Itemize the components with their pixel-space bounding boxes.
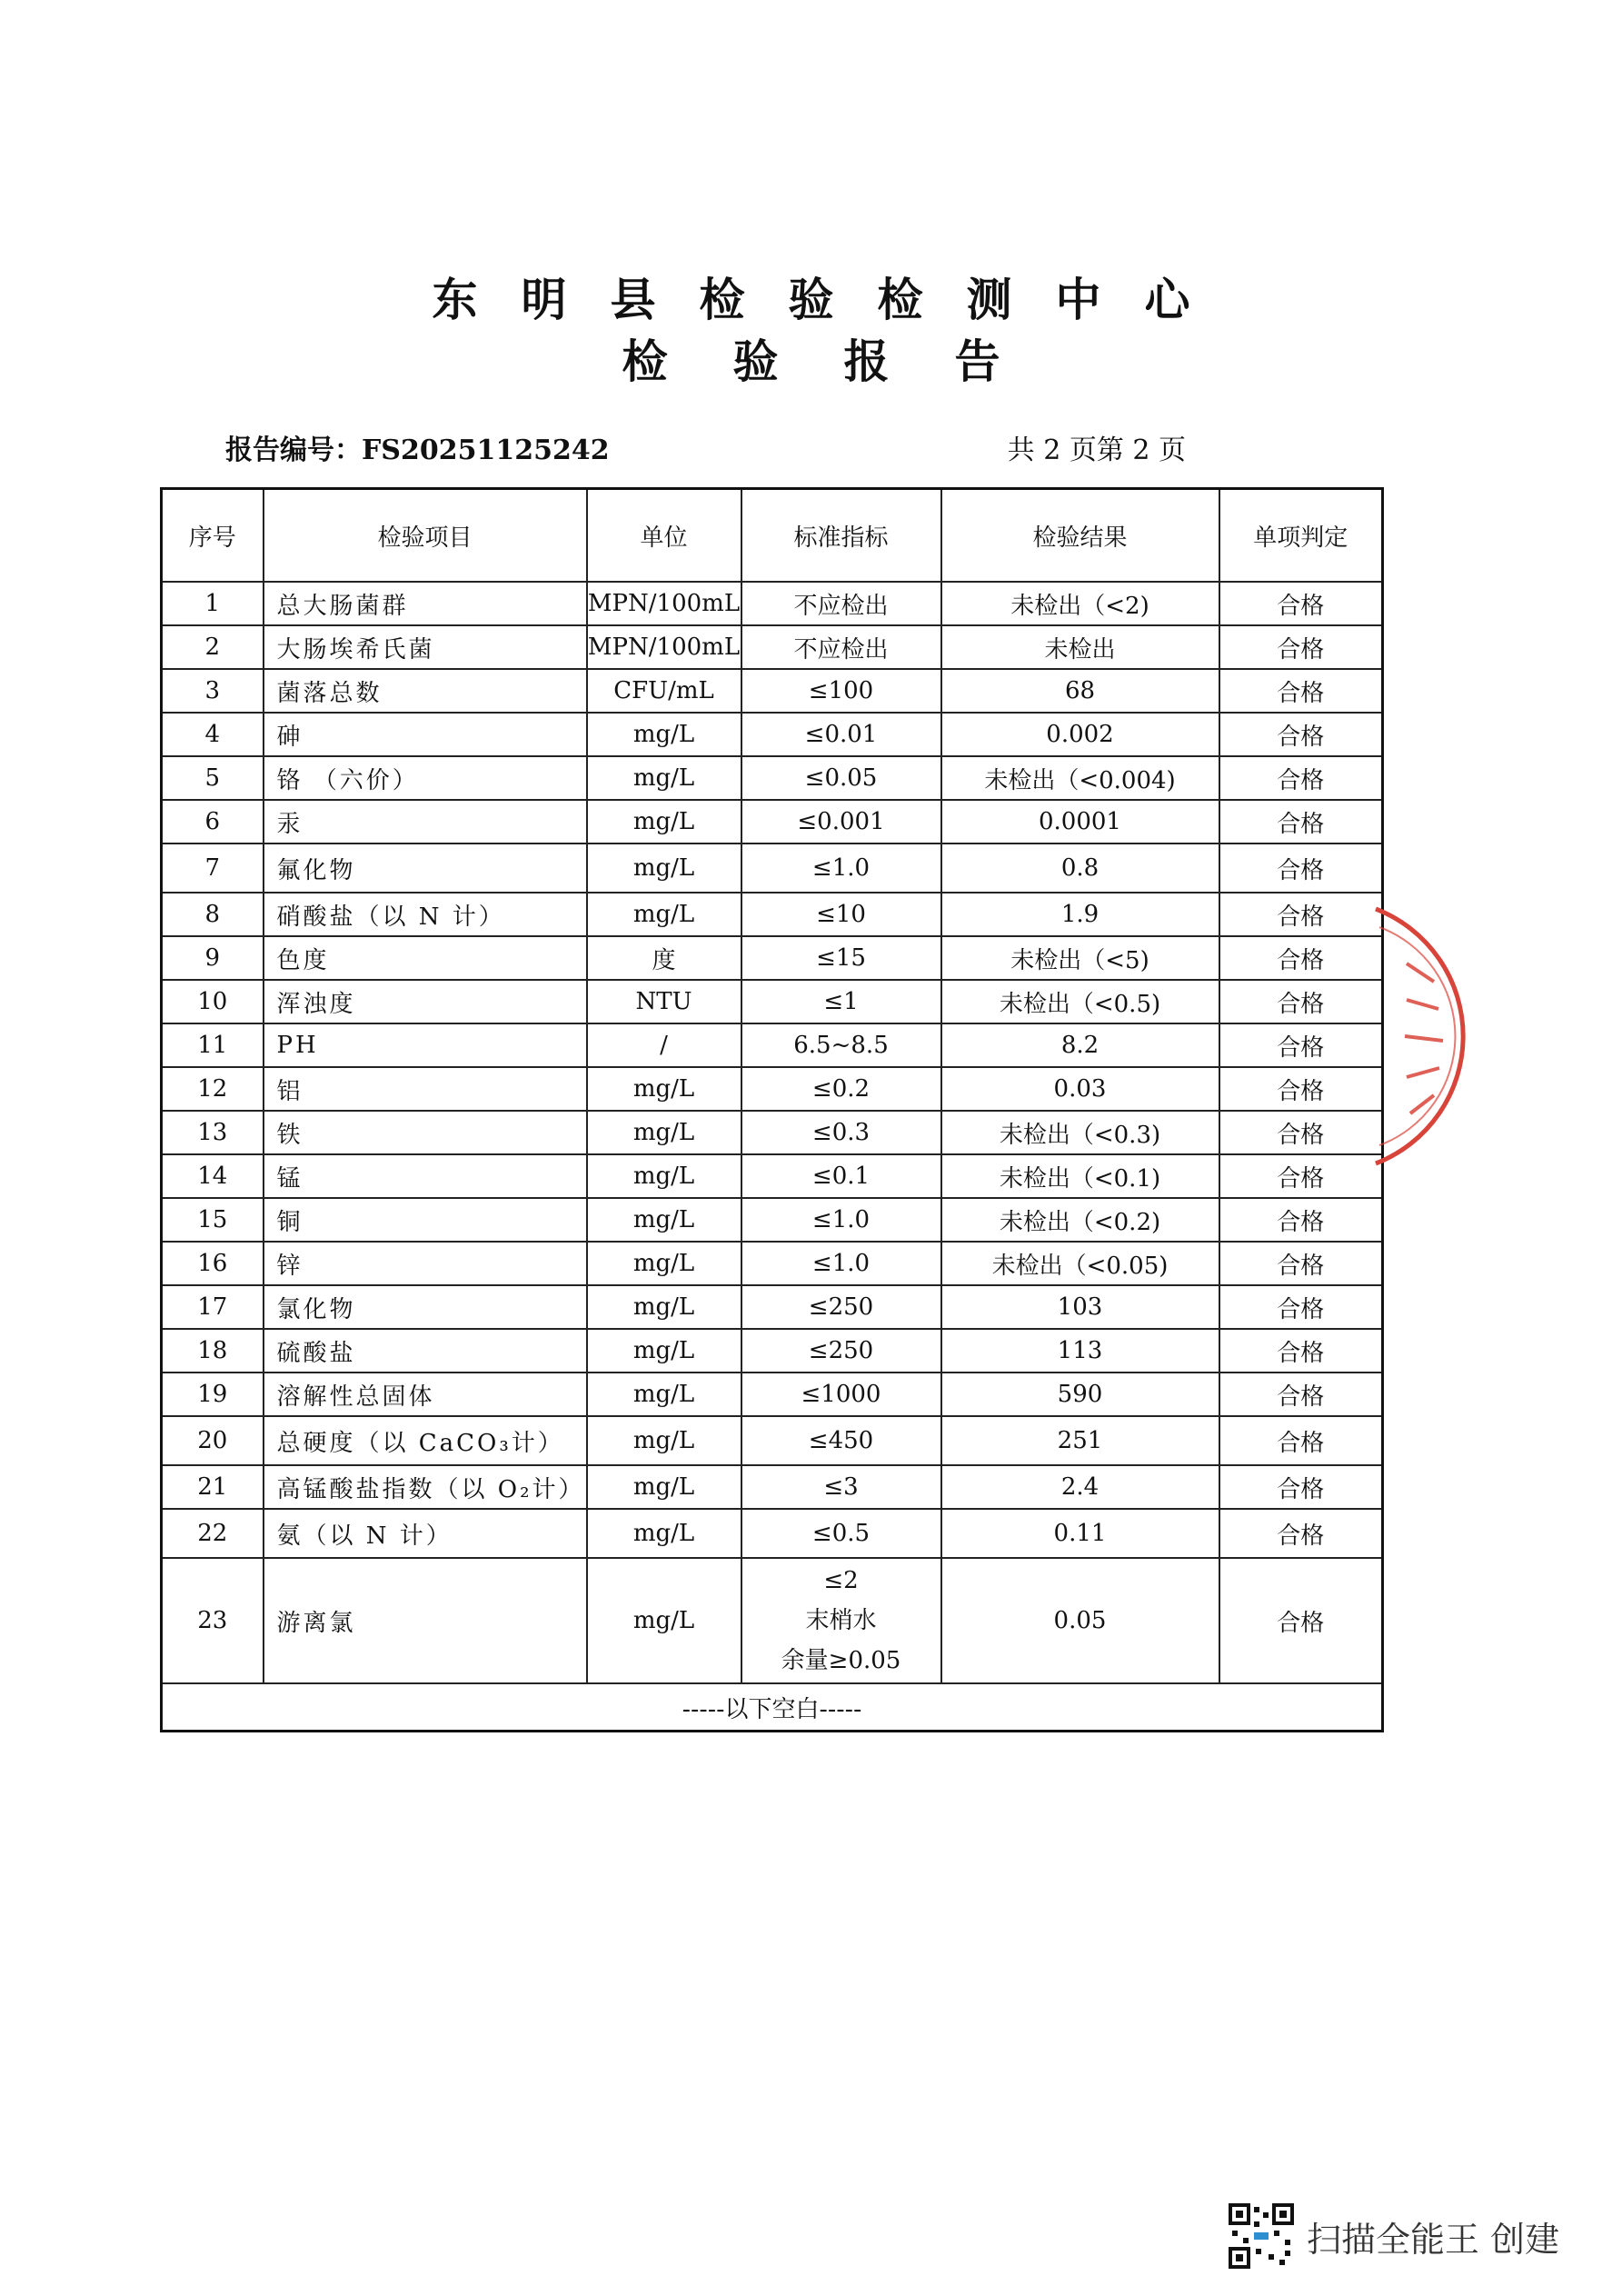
row-unit: CFU/mL — [587, 669, 741, 713]
table-row — [162, 1154, 1383, 1198]
row-unit: mg/L — [587, 800, 741, 844]
row-unit: mg/L — [587, 893, 741, 936]
row-no: 13 — [162, 1111, 264, 1154]
row-standard: 不应检出 — [741, 625, 941, 669]
row-verdict: 合格 — [1219, 1416, 1383, 1465]
table-row — [162, 1558, 1383, 1683]
table-row — [162, 1465, 1383, 1509]
row-result: 2.4 — [941, 1465, 1219, 1509]
row-unit: mg/L — [587, 1154, 741, 1198]
row-verdict: 合格 — [1219, 1067, 1383, 1111]
row-item: 锌 — [264, 1242, 587, 1285]
row-item: 溶解性总固体 — [264, 1373, 587, 1416]
row-item: 色度 — [264, 936, 587, 980]
row-verdict: 合格 — [1219, 669, 1383, 713]
row-item: 锰 — [264, 1154, 587, 1198]
row-unit: mg/L — [587, 1329, 741, 1373]
row-item: 大肠埃希氏菌 — [264, 625, 587, 669]
table-row — [162, 1198, 1383, 1242]
table-row — [162, 582, 1383, 625]
row-standard — [741, 1558, 941, 1683]
row-item: 硝酸盐（以 N 计） — [264, 893, 587, 936]
row-result: 未检出（<0.3) — [941, 1111, 1219, 1154]
results-table — [160, 487, 1384, 1732]
row-no: 4 — [162, 713, 264, 756]
row-item: 铝 — [264, 1067, 587, 1111]
row-standard: ≤0.1 — [741, 1154, 941, 1198]
doc-title: 检验报告 — [622, 335, 1066, 388]
row-unit: mg/L — [587, 1465, 741, 1509]
row-item: 硫酸盐 — [264, 1329, 587, 1373]
row-unit: mg/L — [587, 1558, 741, 1683]
row-item: 高锰酸盐指数（以 O₂计） — [264, 1465, 587, 1509]
row-unit: mg/L — [587, 1416, 741, 1465]
row-verdict: 合格 — [1219, 893, 1383, 936]
table-row — [162, 1067, 1383, 1111]
row-item: 铜 — [264, 1198, 587, 1242]
row-standard: ≤1.0 — [741, 1198, 941, 1242]
row-result: 未检出（<5) — [941, 936, 1219, 980]
row-result: 590 — [941, 1373, 1219, 1416]
row-no: 21 — [162, 1465, 264, 1509]
red-seal-stamp — [1370, 900, 1534, 1173]
row-verdict: 合格 — [1219, 1558, 1383, 1683]
table-row — [162, 625, 1383, 669]
row-result: 0.05 — [941, 1558, 1219, 1683]
col-header-no: 序号 — [162, 489, 264, 583]
row-item: 总大肠菌群 — [264, 582, 587, 625]
row-standard: ≤0.3 — [741, 1111, 941, 1154]
seal-strokes — [1405, 963, 1443, 1113]
row-verdict: 合格 — [1219, 582, 1383, 625]
row-result: 未检出 — [941, 625, 1219, 669]
row-no: 20 — [162, 1416, 264, 1465]
row-item: 汞 — [264, 800, 587, 844]
col-header-result: 检验结果 — [941, 489, 1219, 583]
row-standard: ≤15 — [741, 936, 941, 980]
row-no: 9 — [162, 936, 264, 980]
row-unit: mg/L — [587, 1067, 741, 1111]
row-standard: ≤0.01 — [741, 713, 941, 756]
row-item: 浑浊度 — [264, 980, 587, 1023]
row-no: 17 — [162, 1285, 264, 1329]
table-row — [162, 1111, 1383, 1154]
row-unit: 度 — [587, 936, 741, 980]
row-standard: 不应检出 — [741, 582, 941, 625]
std-line: ≤2 — [823, 1567, 859, 1594]
row-unit: / — [587, 1023, 741, 1067]
row-no: 23 — [162, 1558, 264, 1683]
row-verdict: 合格 — [1219, 1198, 1383, 1242]
row-no: 1 — [162, 582, 264, 625]
row-standard: ≤3 — [741, 1465, 941, 1509]
row-verdict: 合格 — [1219, 625, 1383, 669]
row-no: 15 — [162, 1198, 264, 1242]
row-no: 3 — [162, 669, 264, 713]
row-verdict: 合格 — [1219, 1242, 1383, 1285]
row-no: 10 — [162, 980, 264, 1023]
row-unit: mg/L — [587, 1285, 741, 1329]
table-row — [162, 1373, 1383, 1416]
row-standard: ≤250 — [741, 1329, 941, 1373]
row-result: 1.9 — [941, 893, 1219, 936]
row-standard: ≤0.05 — [741, 756, 941, 800]
row-verdict: 合格 — [1219, 1329, 1383, 1373]
table-row — [162, 713, 1383, 756]
row-item: 砷 — [264, 713, 587, 756]
table-row — [162, 1509, 1383, 1558]
row-item: PH — [264, 1023, 587, 1067]
row-verdict: 合格 — [1219, 713, 1383, 756]
report-number-label: 报告编号： — [225, 434, 362, 466]
row-no: 11 — [162, 1023, 264, 1067]
scanner-watermark — [1229, 2201, 1559, 2271]
page-info: 共 2 页第 2 页 — [1007, 434, 1186, 466]
row-standard: ≤0.5 — [741, 1509, 941, 1558]
row-verdict: 合格 — [1219, 800, 1383, 844]
row-standard: ≤1 — [741, 980, 941, 1023]
row-result: 0.0001 — [941, 800, 1219, 844]
col-header-standard: 标准指标 — [741, 489, 941, 583]
row-result: 0.8 — [941, 844, 1219, 893]
row-no: 19 — [162, 1373, 264, 1416]
row-verdict: 合格 — [1219, 1154, 1383, 1198]
row-result: 0.002 — [941, 713, 1219, 756]
table-row — [162, 980, 1383, 1023]
row-result: 8.2 — [941, 1023, 1219, 1067]
row-no: 12 — [162, 1067, 264, 1111]
row-item: 总硬度（以 CaCO₃计） — [264, 1416, 587, 1465]
row-no: 14 — [162, 1154, 264, 1198]
row-verdict: 合格 — [1219, 756, 1383, 800]
row-no: 5 — [162, 756, 264, 800]
org-title: 东明县检验检测中心 — [432, 274, 1234, 326]
row-item: 氯化物 — [264, 1285, 587, 1329]
table-row — [162, 844, 1383, 893]
row-verdict: 合格 — [1219, 1111, 1383, 1154]
row-verdict: 合格 — [1219, 1465, 1383, 1509]
row-unit: mg/L — [587, 756, 741, 800]
table-row — [162, 1242, 1383, 1285]
row-item: 氨（以 N 计） — [264, 1509, 587, 1558]
table-row — [162, 893, 1383, 936]
row-item: 菌落总数 — [264, 669, 587, 713]
row-no: 8 — [162, 893, 264, 936]
row-no: 2 — [162, 625, 264, 669]
row-result: 未检出（<0.004) — [941, 756, 1219, 800]
row-unit: mg/L — [587, 1373, 741, 1416]
row-result: 未检出（<0.2) — [941, 1198, 1219, 1242]
row-no: 18 — [162, 1329, 264, 1373]
table-row — [162, 1416, 1383, 1465]
row-verdict: 合格 — [1219, 980, 1383, 1023]
row-standard: ≤0.001 — [741, 800, 941, 844]
row-result: 251 — [941, 1416, 1219, 1465]
row-verdict: 合格 — [1219, 844, 1383, 893]
row-result: 未检出（<2) — [941, 582, 1219, 625]
row-no: 6 — [162, 800, 264, 844]
row-result: 0.11 — [941, 1509, 1219, 1558]
report-number-value: FS20251125242 — [362, 434, 610, 466]
row-verdict: 合格 — [1219, 936, 1383, 980]
row-standard: ≤1000 — [741, 1373, 941, 1416]
row-standard: ≤1.0 — [741, 1242, 941, 1285]
row-standard: ≤250 — [741, 1285, 941, 1329]
row-unit: mg/L — [587, 713, 741, 756]
row-item: 铬 （六价） — [264, 756, 587, 800]
row-result: 103 — [941, 1285, 1219, 1329]
row-standard: ≤0.2 — [741, 1067, 941, 1111]
row-result: 113 — [941, 1329, 1219, 1373]
row-unit: MPN/100mL — [587, 625, 741, 669]
table-row — [162, 1285, 1383, 1329]
row-unit: MPN/100mL — [587, 582, 741, 625]
row-no: 22 — [162, 1509, 264, 1558]
row-unit: NTU — [587, 980, 741, 1023]
std-line: 末梢水 — [805, 1607, 877, 1634]
row-no: 7 — [162, 844, 264, 893]
row-item: 游离氯 — [264, 1558, 587, 1683]
row-verdict: 合格 — [1219, 1285, 1383, 1329]
row-item: 氟化物 — [264, 844, 587, 893]
table-header-row — [162, 489, 1383, 583]
row-result: 未检出（<0.05) — [941, 1242, 1219, 1285]
table-row — [162, 800, 1383, 844]
col-header-verdict: 单项判定 — [1219, 489, 1383, 583]
row-unit: mg/L — [587, 844, 741, 893]
table-row — [162, 1023, 1383, 1067]
row-unit: mg/L — [587, 1111, 741, 1154]
row-unit: mg/L — [587, 1198, 741, 1242]
row-verdict: 合格 — [1219, 1509, 1383, 1558]
table-row — [162, 1329, 1383, 1373]
row-standard: 6.5~8.5 — [741, 1023, 941, 1067]
row-result: 未检出（<0.5) — [941, 980, 1219, 1023]
row-verdict: 合格 — [1219, 1373, 1383, 1416]
row-verdict: 合格 — [1219, 1023, 1383, 1067]
report-number — [225, 427, 610, 467]
col-header-unit: 单位 — [587, 489, 741, 583]
qr-code-icon — [1229, 2203, 1294, 2269]
table-row — [162, 936, 1383, 980]
watermark-text: 扫描全能王 创建 — [1307, 2219, 1560, 2260]
row-standard: ≤10 — [741, 893, 941, 936]
row-standard: ≤100 — [741, 669, 941, 713]
row-no: 16 — [162, 1242, 264, 1285]
row-unit: mg/L — [587, 1509, 741, 1558]
end-note-row — [162, 1683, 1383, 1732]
row-result: 未检出（<0.1) — [941, 1154, 1219, 1198]
std-line: 余量≥0.05 — [781, 1647, 901, 1674]
col-header-item: 检验项目 — [264, 489, 587, 583]
row-unit: mg/L — [587, 1242, 741, 1285]
row-standard: ≤450 — [741, 1416, 941, 1465]
row-item: 铁 — [264, 1111, 587, 1154]
row-result: 68 — [941, 669, 1219, 713]
row-standard: ≤1.0 — [741, 844, 941, 893]
row-result: 0.03 — [941, 1067, 1219, 1111]
end-note: -----以下空白----- — [162, 1683, 1383, 1732]
table-row — [162, 756, 1383, 800]
table-row — [162, 669, 1383, 713]
